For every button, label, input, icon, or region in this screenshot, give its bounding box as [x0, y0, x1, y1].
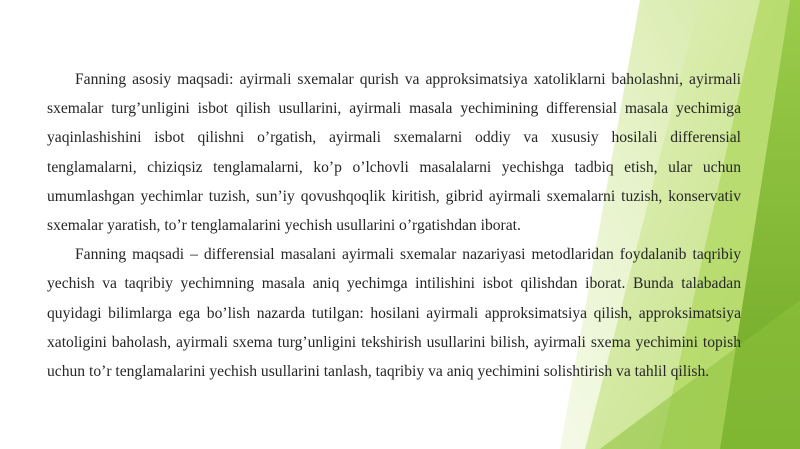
paragraph-goal: Fanning maqsadi – differensial masalani ayirmali sxemalar nazariyasi metodlaridan foydalanib taqribiy yechish va taqribiy yechimning masala aniq yechimga intilishini isbot qilishdan iborat. Bunda talabadan quyidagi bilimlarga ega bo’lish nazarda tutilgan: hosilani ayirmali approksimatsiya qilish, approksimatsiya xatoligini baholash, ayirmali sxema turg’unligini tekshirish usullarini bilish, ayirmali sxema yechimini topish uchun to’r tenglamalarini yechish usullarini tanlash, taqribiy va aniq yechimini solishtirish va tahlil qilish. — [47, 246, 741, 381]
paragraph-objective: Fanning asosiy maqsadi: ayirmali sxemalar qurish va approksimatsiya xatoliklarni baholashni, ayirmali sxemalar turg’unligini isbot qilish usullarini, ayirmali masala yechimining differensial masala yechimiga yaqinlashishini isbot qilishni o’rgatish, ayirmali sxemalarni oddiy va xususiy hosilali differensial tenglamalarni, chiziqsiz tenglamalarni, ko’p o’lchovli masalalarni yechishga tadbiq etish, ular uchun umumlashgan yechimlar tuzish, sun’iy qovushqoqlik kiritish, gibrid ayirmali sxemalarni tuzish, konservativ sxemalar yaratish, to’r tenglamalarini yechish usullarini o’rgatishdan iborat. — [47, 71, 741, 235]
body-text — [47, 65, 741, 386]
